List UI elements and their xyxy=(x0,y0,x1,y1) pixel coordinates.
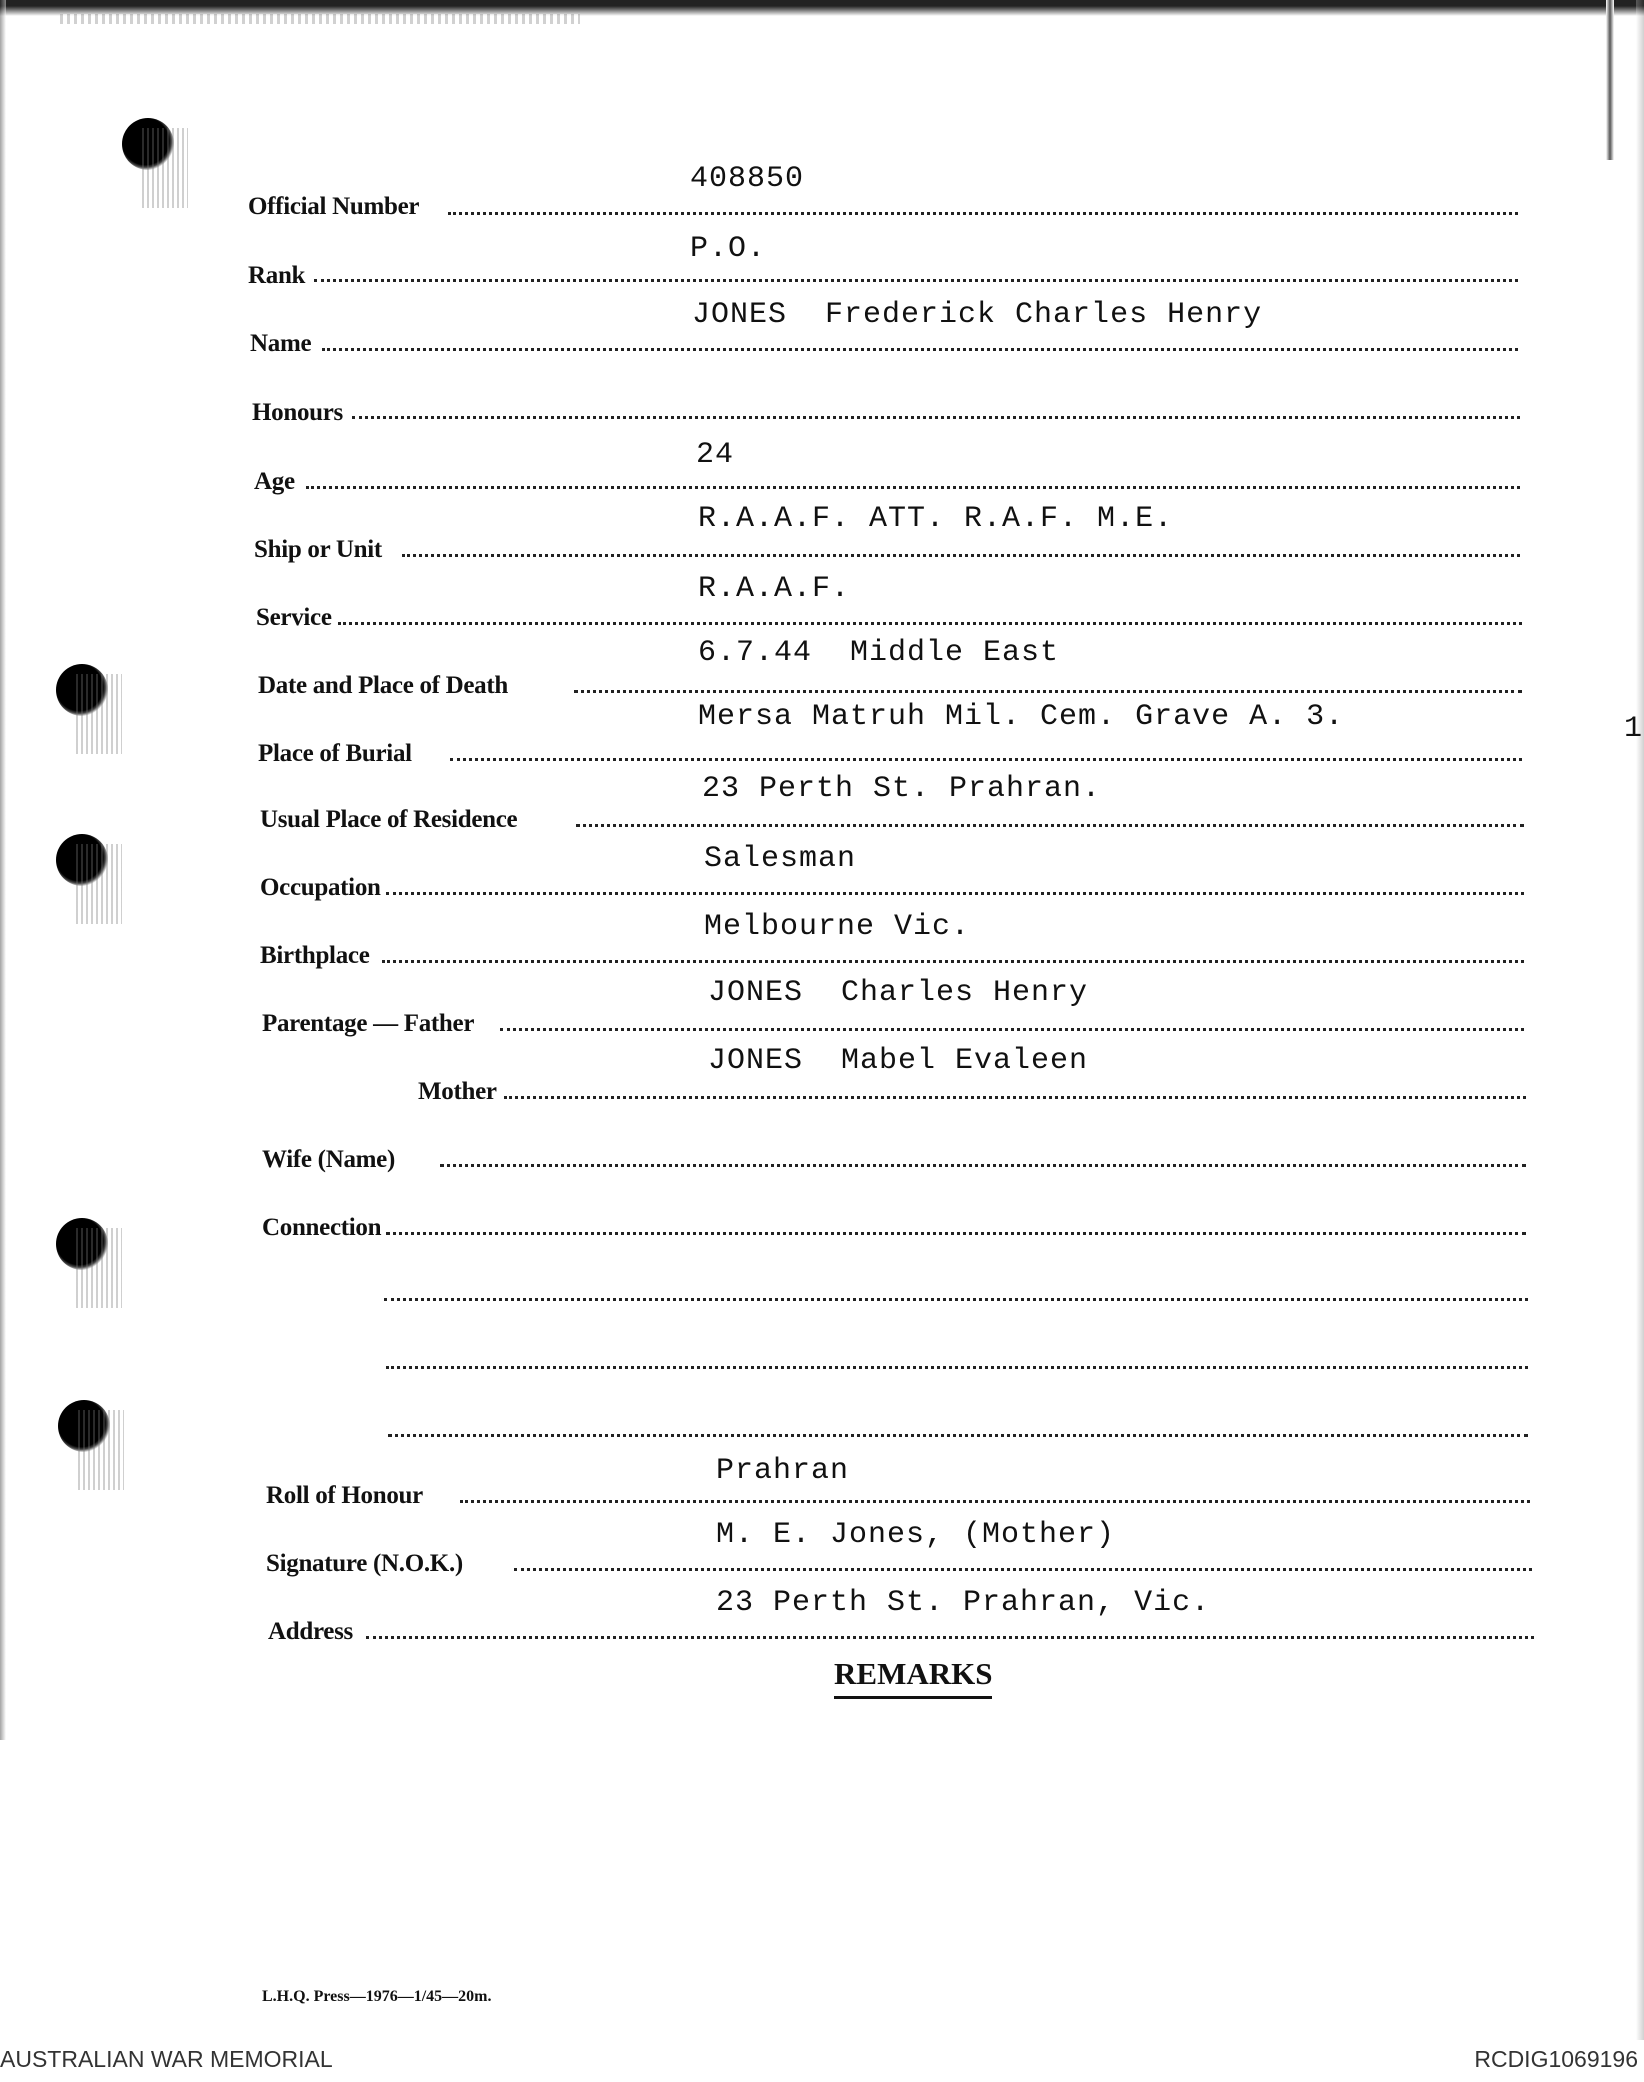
occupation-value: Salesman xyxy=(704,842,857,876)
punch-hole xyxy=(56,664,108,716)
dotted-leader xyxy=(314,279,1518,282)
dotted-leader xyxy=(306,486,1520,489)
place-of-burial-label: Place of Burial xyxy=(258,740,412,767)
footer-right: RCDIG1069196 xyxy=(1474,2046,1638,2072)
connection-label: Connection xyxy=(262,1214,382,1241)
father-value: JONES Charles Henry xyxy=(708,976,1089,1010)
scan-left-edge xyxy=(0,0,6,1740)
scan-right-edge xyxy=(1606,0,1614,160)
date-place-death-value: 6.7.44 Middle East xyxy=(698,636,1060,670)
signature-value: M. E. Jones, (Mother) xyxy=(716,1518,1116,1552)
rank-label: Rank xyxy=(248,262,306,289)
father-label: Parentage — Father xyxy=(262,1010,475,1037)
usual-residence-label: Usual Place of Residence xyxy=(260,806,518,833)
birthplace-value: Melbourne Vic. xyxy=(704,910,971,944)
dotted-leader xyxy=(352,416,1520,419)
dotted-leader xyxy=(386,1232,1526,1235)
ship-or-unit-label: Ship or Unit xyxy=(254,536,382,563)
signature-label: Signature (N.O.K.) xyxy=(266,1550,463,1577)
name-label: Name xyxy=(250,330,312,357)
dotted-line xyxy=(386,1366,1528,1369)
dotted-leader xyxy=(514,1568,1532,1571)
dotted-leader xyxy=(366,1636,1534,1639)
dotted-leader xyxy=(450,758,1522,761)
official-number-value: 408850 xyxy=(690,162,805,196)
birthplace-label: Birthplace xyxy=(260,942,370,969)
usual-residence-value: 23 Perth St. Prahran. xyxy=(702,772,1102,806)
dotted-leader xyxy=(574,690,1522,693)
service-value: R.A.A.F. xyxy=(698,572,851,606)
print-line: L.H.Q. Press—1976—1/45—20m. xyxy=(262,1988,492,2005)
wife-label: Wife (Name) xyxy=(262,1146,395,1173)
dotted-leader xyxy=(386,892,1524,895)
occupation-label: Occupation xyxy=(260,874,381,901)
place-of-burial-value: Mersa Matruh Mil. Cem. Grave A. 3. xyxy=(698,700,1345,734)
dotted-leader xyxy=(322,348,1518,351)
date-place-death-label: Date and Place of Death xyxy=(258,672,508,699)
scan-right-strip xyxy=(1636,0,1644,2040)
dotted-leader xyxy=(338,622,1522,625)
punch-hole xyxy=(56,1218,108,1270)
address-label: Address xyxy=(268,1618,353,1645)
roll-of-honour-value: Prahran xyxy=(716,1454,850,1488)
age-value: 24 xyxy=(696,438,735,472)
mother-value: JONES Mabel Evaleen xyxy=(708,1044,1089,1078)
scan-noise xyxy=(60,14,580,24)
dotted-leader xyxy=(504,1096,1526,1099)
dotted-leader xyxy=(402,554,1520,557)
dotted-line xyxy=(388,1434,1528,1437)
age-label: Age xyxy=(254,468,295,495)
dotted-leader xyxy=(382,960,1524,963)
punch-hole xyxy=(122,118,174,170)
remarks-heading: REMARKS xyxy=(834,1656,992,1699)
mother-label: Mother xyxy=(418,1078,497,1105)
honours-label: Honours xyxy=(252,399,343,426)
dotted-leader xyxy=(460,1500,1530,1503)
dotted-leader xyxy=(576,824,1524,827)
roll-of-honour-label: Roll of Honour xyxy=(266,1482,423,1509)
punch-hole xyxy=(56,834,108,886)
official-number-label: Official Number xyxy=(248,193,420,220)
dotted-leader xyxy=(440,1164,1526,1167)
punch-hole xyxy=(58,1400,110,1452)
dotted-leader xyxy=(448,212,1518,215)
page-number: 1 xyxy=(1624,712,1643,746)
name-value: JONES Frederick Charles Henry xyxy=(692,298,1263,332)
dotted-line xyxy=(384,1298,1528,1301)
service-label: Service xyxy=(256,604,332,631)
dotted-leader xyxy=(500,1028,1524,1031)
footer-left: AUSTRALIAN WAR MEMORIAL xyxy=(0,2046,333,2072)
address-value: 23 Perth St. Prahran, Vic. xyxy=(716,1586,1211,1620)
ship-or-unit-value: R.A.A.F. ATT. R.A.F. M.E. xyxy=(698,502,1174,536)
rank-value: P.O. xyxy=(690,232,767,266)
